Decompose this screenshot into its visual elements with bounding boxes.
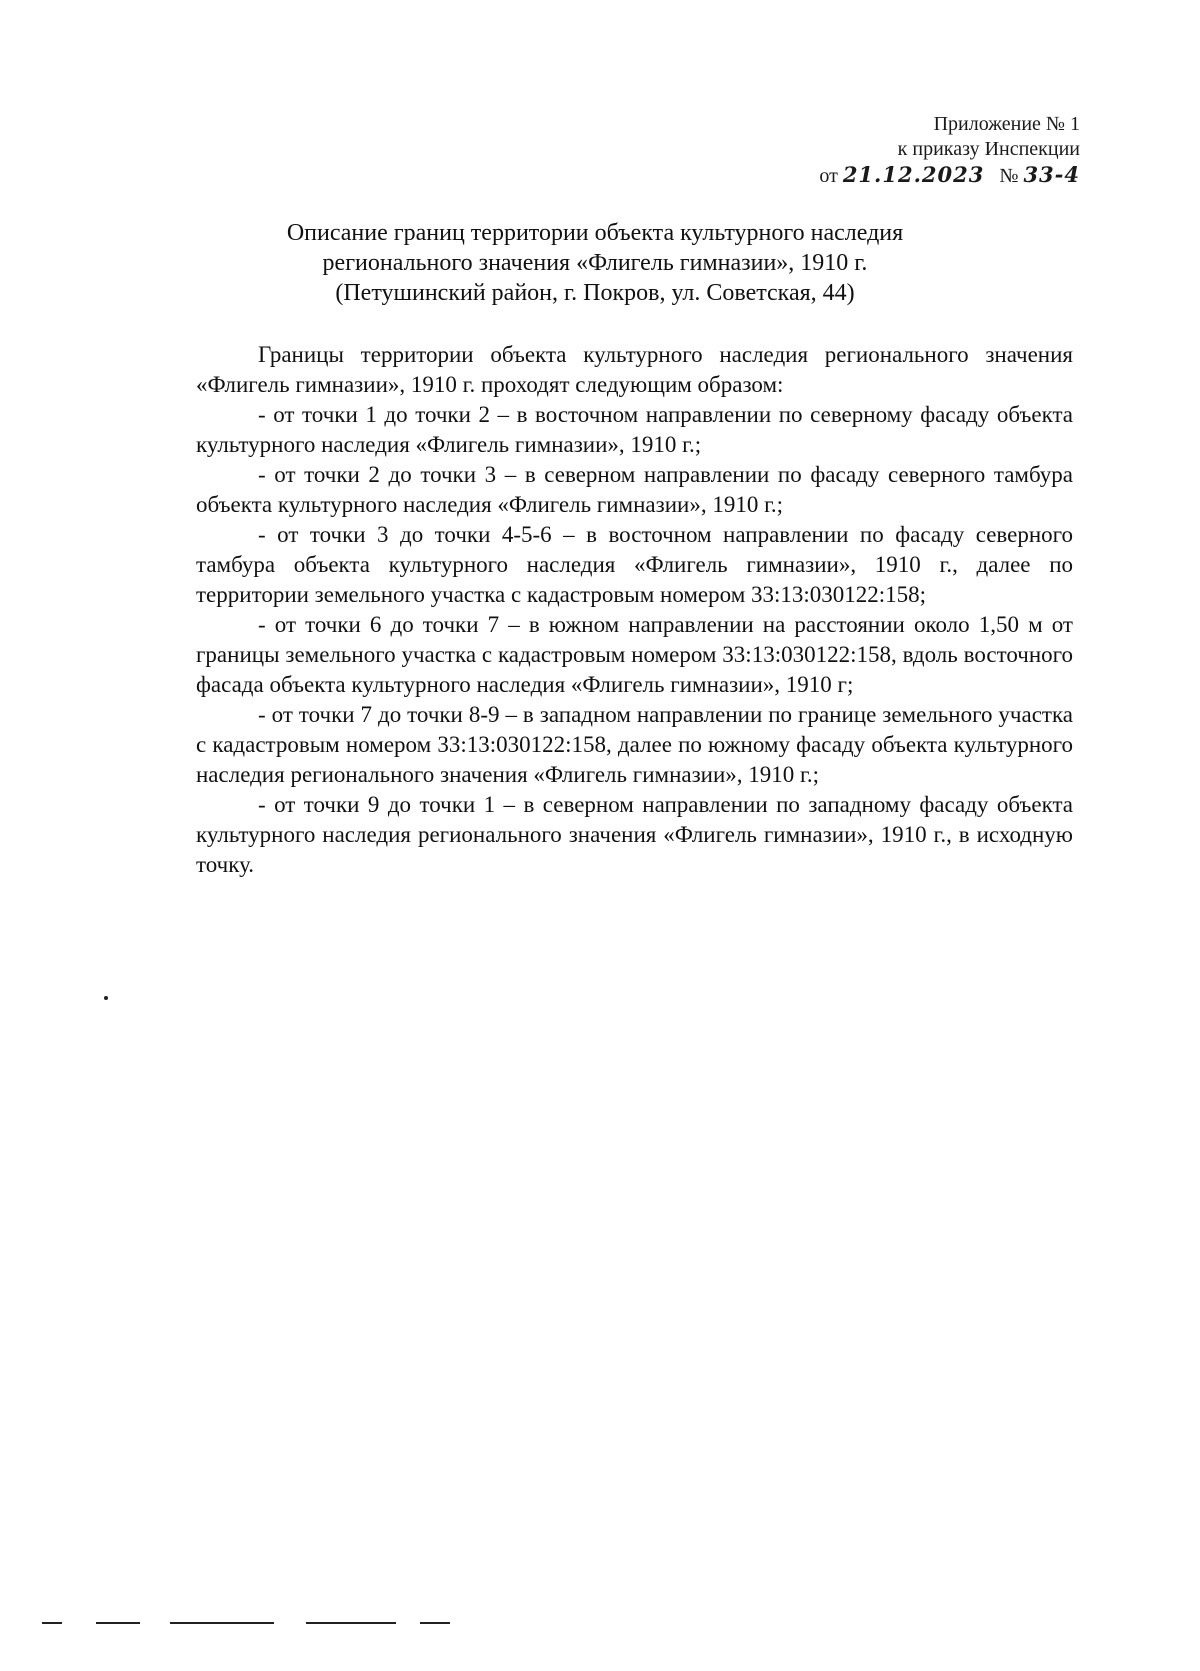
handwritten-date: 21.12.2023 [842, 162, 985, 187]
paragraph-segment-6-7: - от точки 6 до точки 7 – в южном направлении на расстоянии около 1,50 м от границы земельного участка с кадастровым номером 33:13:030122:158, вдоль восточного фасада объекта культурного наследия «Флигель гимназии», 1910 г; [196, 612, 1073, 697]
document-body [196, 340, 1073, 880]
appendix-number: Приложение № 1 [933, 113, 1080, 135]
document-title [200, 218, 990, 308]
scan-line-5 [420, 1622, 450, 1624]
paragraph-segment-9-1: - от точки 9 до точки 1 – в северном направлении по западному фасаду объекта культурного наследия регионального значения «Флигель гимназии», 1910 г., в исходную точку. [196, 792, 1073, 877]
paragraph-segment-3-6: - от точки 3 до точки 4-5-6 – в восточном направлении по фасаду северного тамбура объекта культурного наследия «Флигель гимназии», 1910 г., далее по территории земельного участка с кадастровым номером 33:13:030122:158; [196, 522, 1073, 607]
order-reference: к приказу Инспекции [897, 138, 1080, 160]
number-prefix: № [999, 165, 1019, 187]
scan-line-1 [42, 1622, 62, 1624]
paragraph-segment-7-9: - от точки 7 до точки 8-9 – в западном направлении по границе земельного участка с кадастровым номером 33:13:030122:158, далее по южному фасаду объекта культурного наследия регионального значения «Флигель гимназии», 1910 г.; [196, 702, 1073, 787]
scan-line-2 [96, 1622, 140, 1624]
title-line-3: (Петушинский район, г. Покров, ул. Советская, 44) [335, 280, 855, 306]
handwritten-number: 33-4 [1023, 162, 1080, 187]
paragraph-intro: Границы территории объекта культурного наследия регионального значения «Флигель гимназии», 1910 г. проходят следующим образом: [196, 342, 1073, 397]
order-date-number [750, 162, 1080, 189]
scan-speck [104, 996, 108, 1000]
date-prefix: от [819, 165, 838, 187]
appendix-header [750, 112, 1080, 189]
scan-line-3 [170, 1622, 274, 1624]
paragraph-segment-2-3: - от точки 2 до точки 3 – в северном направлении по фасаду северного тамбура объекта культурного наследия «Флигель гимназии», 1910 г.; [196, 462, 1073, 517]
title-line-2: регионального значения «Флигель гимназии», 1910 г. [322, 250, 868, 276]
title-line-1: Описание границ территории объекта культурного наследия [286, 220, 904, 246]
scan-line-4 [306, 1622, 396, 1624]
paragraph-segment-1-2: - от точки 1 до точки 2 – в восточном направлении по северному фасаду объекта культурного наследия «Флигель гимназии», 1910 г.; [196, 402, 1073, 457]
